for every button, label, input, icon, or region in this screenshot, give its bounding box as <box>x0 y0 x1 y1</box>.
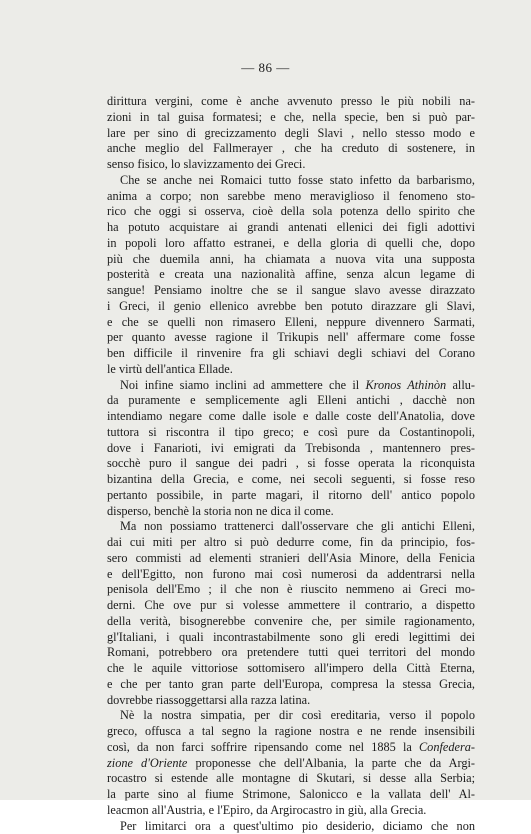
text-line: gl'Italiani, i quali incontrastabilmente sono gli eredi legittimi dei <box>107 630 475 646</box>
text-line: Che se anche nei Romaici tutto fosse stato infetto da barbarismo, <box>107 173 475 189</box>
text-segment: allu- <box>446 378 475 392</box>
text-segment: proponesse che dell'Albania, la parte che da Argi- <box>187 756 475 770</box>
text-line: dai cui miti per altro si può dedurre come, fin da principio, fos- <box>107 535 475 551</box>
text-line: pertanto possibile, in parte magari, il ritorno dell' antico popolo <box>107 488 475 504</box>
text-line: più che duemila anni, ha chiamata a nuova vita una supposta <box>107 252 475 268</box>
text-line: ha potuto acquistare ai grandi antenati ellenici dei figli adottivi <box>107 220 475 236</box>
text-line: sangue! Pensiamo inoltre che se il sangue slavo avesse dirazzato <box>107 283 475 299</box>
text-line: zioni in tal guisa formatesi; e che, nella specie, ben si può par- <box>107 110 475 126</box>
text-line: lare per sino di grecizzamento degli Slavi , nello stesso modo e <box>107 126 475 142</box>
italic-title: Confedera- <box>419 740 475 754</box>
text-line: leacmon all'Austria, e l'Epiro, da Argirocastro in giù, alla Grecia. <box>107 803 475 819</box>
text-line: sero commisti ad elementi stranieri dell'Asia Minore, della Fenicia <box>107 551 475 567</box>
text-line: Nè la nostra simpatia, per dir così ereditaria, verso il popolo <box>107 708 475 724</box>
text-line: senso fisico, lo slavizzamento dei Greci. <box>107 157 475 173</box>
body-text <box>107 94 475 834</box>
text-line <box>107 740 475 756</box>
italic-title: Kronos Athinòn <box>365 378 446 392</box>
text-line: socchè puro il sangue dei padri , si fosse operata la riconquista <box>107 456 475 472</box>
text-segment: così, da non farci soffrire ripensando come nel 1885 la <box>107 740 419 754</box>
text-line: dirittura vergini, come è anche avvenuto presso le più nobili na- <box>107 94 475 110</box>
text-segment: Noi infine siamo inclini ad ammettere che il <box>120 378 365 392</box>
text-line <box>107 756 475 772</box>
text-line: anima a corpo; non sarebbe meno meraviglioso il fenomeno sto- <box>107 189 475 205</box>
text-line: tuttora si riscontra il tipo greco; e così pure da Costantinopoli, <box>107 425 475 441</box>
text-line: dovrebbe riassoggettarsi alla razza latina. <box>107 693 475 709</box>
text-line <box>107 378 475 394</box>
text-line: intendiamo negare come dalle isole e dalle coste dell'Anatolia, dove <box>107 409 475 425</box>
text-line: e che per tanto gran parte dell'Europa, compresa la stessa Grecia, <box>107 677 475 693</box>
text-line: penisola dell'Emo ; il che non è riuscito nemmeno ai Greci mo- <box>107 582 475 598</box>
text-line: posterità e creata una nazionalità affine, senza alcun legame di <box>107 267 475 283</box>
text-line: e dell'Egitto, non furono mai così numerosi da addentrarsi nella <box>107 567 475 583</box>
italic-title: zione d'Oriente <box>107 756 187 770</box>
text-line: e che se quelli non rimasero Elleni, neppure divennero Sarmati, <box>107 315 475 331</box>
text-line: disperso, benchè la storia non ne dica il come. <box>107 504 475 520</box>
text-line: anche meglio del Fallmerayer , che ha creduto di sostenere, in <box>107 141 475 157</box>
text-line: derni. Che ove pur si volesse ammettere il contrario, a dispetto <box>107 598 475 614</box>
text-line: Per limitarci ora a quest'ultimo pio desiderio, diciamo che non <box>107 819 475 834</box>
text-line: Romani, potrebbero ora pretendere tutti quei territori del mondo <box>107 645 475 661</box>
page-number: — 86 — <box>0 60 531 76</box>
text-line: in popoli loro affatto estranei, e della gloria di quelli che, dopo <box>107 236 475 252</box>
text-line: dove i Fanarioti, ivi emigrati da Trebisonda , mantennero pres- <box>107 441 475 457</box>
text-line: bizantina della Grecia, e come, nei secoli seguenti, si fosse reso <box>107 472 475 488</box>
text-line: la parte sino al fiume Strimone, Salonicco e la vallata dell' Al- <box>107 787 475 803</box>
text-line: Ma non possiamo trattenerci dall'osservare che gli antichi Elleni, <box>107 519 475 535</box>
text-line: ben difficile il rinvenire fra gli schiavi degli schiavi del Corano <box>107 346 475 362</box>
text-line: della verità, bisognerebbe convenire che, per simile ragionamento, <box>107 614 475 630</box>
text-line: greco, offusca a tal segno la ragione nostra e ne rende insensibili <box>107 724 475 740</box>
text-line: i Greci, il genio ellenico avrebbe ben potuto dirazzare gli Slavi, <box>107 299 475 315</box>
text-line: le virtù dell'antica Ellade. <box>107 362 475 378</box>
text-line: da puramente e semplicemente agli Elleni antichi , dacchè non <box>107 393 475 409</box>
text-line: rocastro si estende alle montagne di Skutari, si desse alla Serbia; <box>107 771 475 787</box>
text-line: rico che oggi si osserva, cioè della sola potenza dello spirito che <box>107 204 475 220</box>
text-line: che le aquile vittoriose sottomisero all'impero della Città Eterna, <box>107 661 475 677</box>
text-line: per quanto avesse ragione il Trikupis nell' affermare come fosse <box>107 330 475 346</box>
